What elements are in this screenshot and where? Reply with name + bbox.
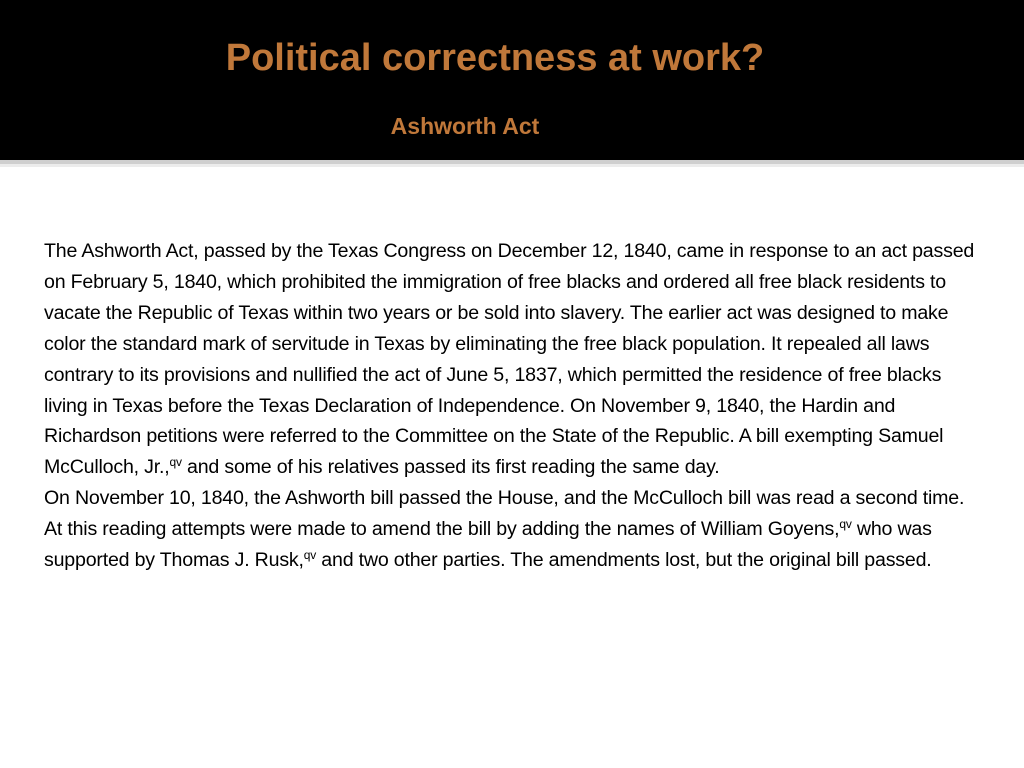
paragraph-2: [44, 483, 984, 576]
paragraph-2-text-b: who was supported by Thomas J. Rusk,: [44, 518, 932, 572]
slide-subtitle: Ashworth Act: [390, 113, 540, 139]
qv-reference: qv: [169, 455, 182, 470]
paragraph-2-text-a: On November 10, 1840, the Ashworth bill passed the House, and the McCulloch bill was read a second time. At this reading attempts were made to amend the bill by adding the names of William Goyens,: [44, 487, 965, 541]
paragraph-2-text-c: and two other parties. The amendments lost, but the original bill passed.: [316, 549, 932, 572]
paragraph-1: [44, 236, 984, 483]
slide-title: Political correctness at work?: [225, 37, 765, 79]
header-band: [0, 0, 1024, 160]
paragraph-1-text-b: and some of his relatives passed its first reading the same day.: [181, 456, 720, 479]
body-text: [44, 236, 984, 576]
paragraph-1-text-a: The Ashworth Act, passed by the Texas Congress on December 12, 1840, came in response to an act passed on February 5, 1840, which prohibited the immigration of free blacks and ordered all free black residents to vacate the Republic of Texas within two years or be sold into slavery. The earlier act was designed to make color the standard mark of servitude in Texas by eliminating the free black population. It repealed all laws contrary to its provisions and nullified the act of June 5, 1837, which permitted the residence of free blacks living in Texas before the Texas Declaration of Independence. On November 9, 1840, the Hardin and Richardson petitions were referred to the Committee on the State of the Republic. A bill exempting Samuel McCulloch, Jr.,: [44, 240, 975, 479]
qv-reference: qv: [839, 517, 852, 532]
header-divider-shadow: [0, 164, 1024, 167]
qv-reference: qv: [303, 548, 317, 563]
